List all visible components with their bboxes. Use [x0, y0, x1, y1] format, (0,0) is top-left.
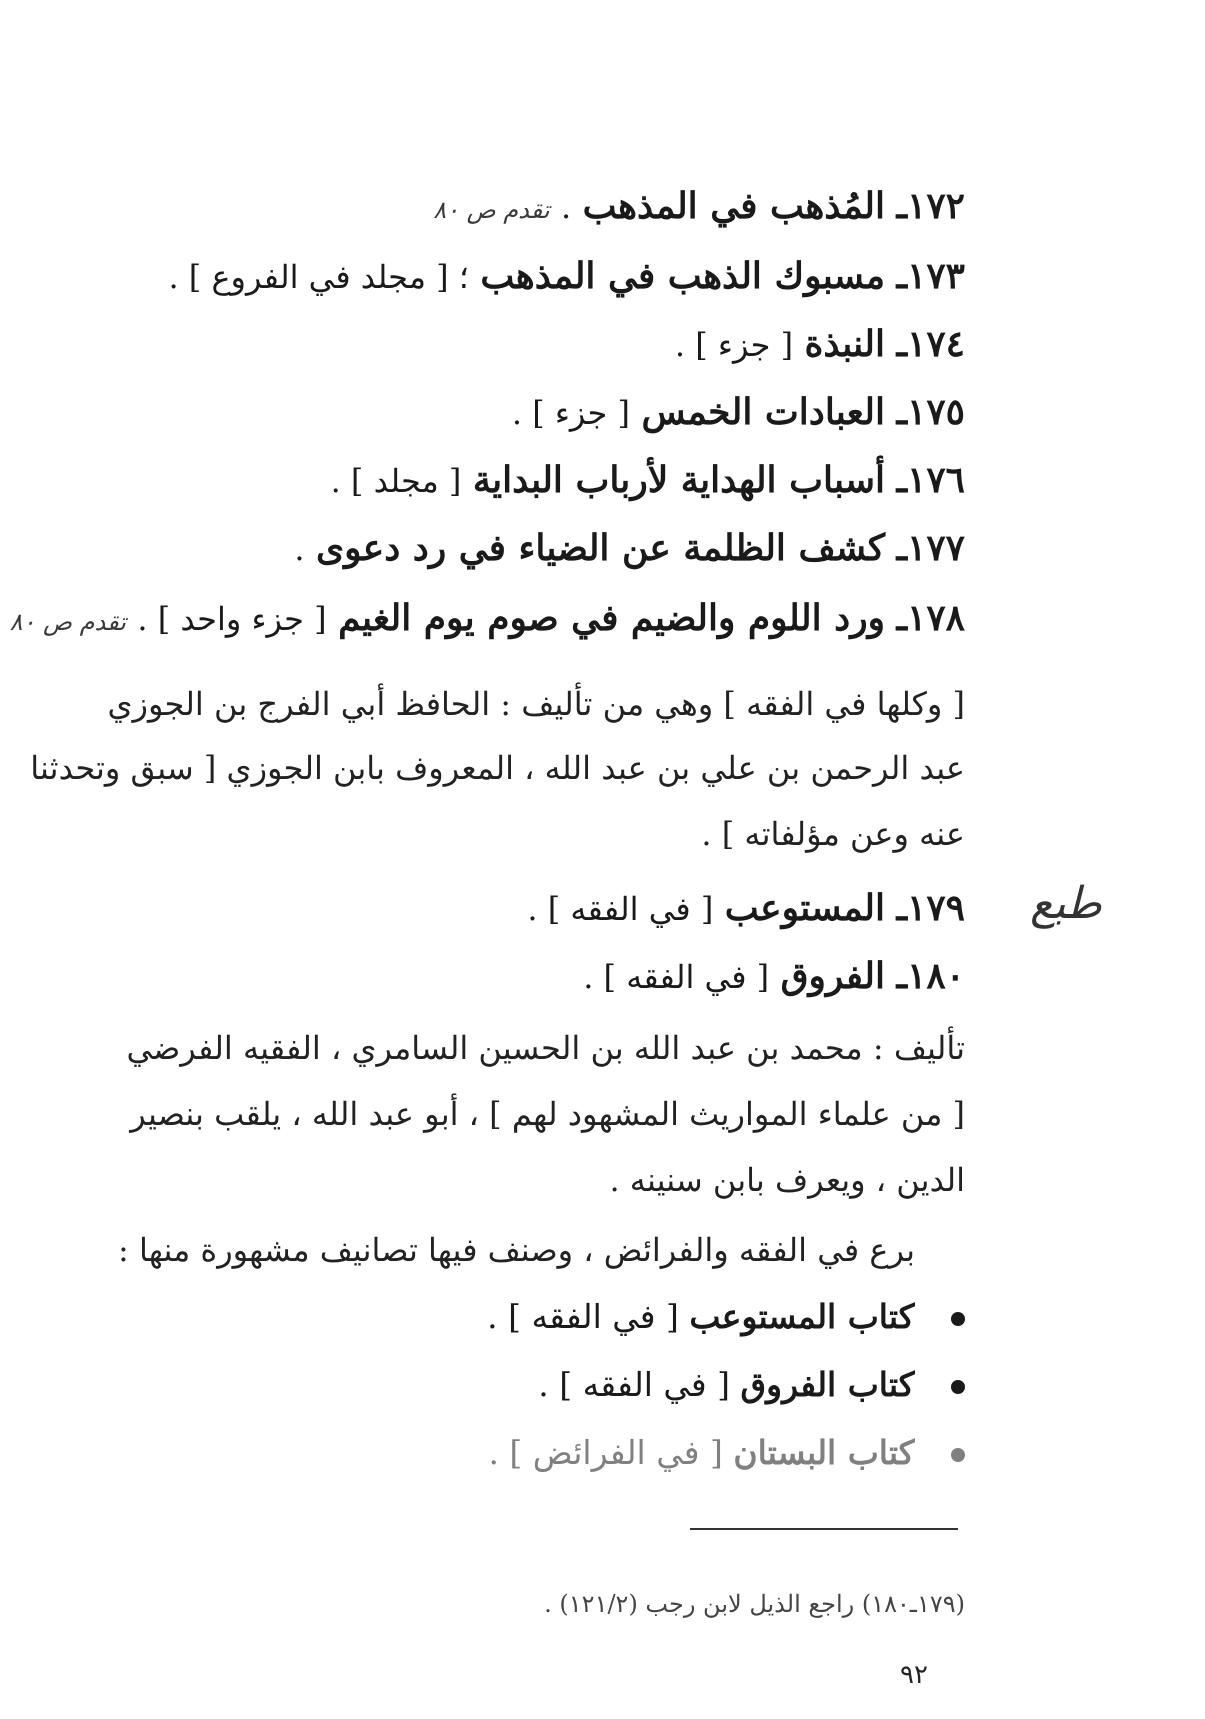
entry-note: ؛ [ مجلد في الفروع ] . [168, 258, 469, 296]
paragraph-line: تأليف : محمد بن عبد الله بن الحسين السامري ، الفقيه الفرضي [126, 1029, 965, 1067]
footnote: (١٧٩ـ١٨٠) راجع الذيل لابن رجب (١٢١/٢) . [544, 1590, 965, 1618]
footnote-divider [690, 1528, 958, 1530]
entry-number: ١٧٣ـ [896, 255, 965, 297]
entry-number: ١٧٧ـ [896, 527, 965, 569]
entry-title: كشف الظلمة عن الضياء في رد دعوى [315, 527, 885, 569]
bullet-item [487, 1297, 965, 1336]
entry-note: . [294, 530, 305, 568]
bullet-dot-icon [951, 1448, 965, 1462]
paragraph-line: الدين ، ويعرف بابن سنينه . [609, 1161, 965, 1199]
entry-title: المُذهب في المذهب [582, 185, 885, 227]
entry-title: النبذة [804, 323, 885, 365]
entry-number: ١٨٠ـ [896, 955, 965, 997]
entry-note: . [561, 188, 572, 226]
handwritten-annotation: تقدم ص ٨٠ [433, 196, 550, 224]
entry-note: [ مجلد ] . [330, 462, 462, 500]
paragraph-line: [ وكلها في الفقه ] وهي من تأليف : الحافظ أبي الفرج بن الجوزي [107, 685, 965, 723]
entry-title: الفروق [780, 955, 885, 997]
entry-number: ١٧٤ـ [896, 323, 965, 365]
entry-title: ورد اللوم والضيم في صوم يوم الغيم [338, 597, 885, 639]
entry-175 [511, 391, 965, 433]
paragraph-line: برع في الفقه والفرائض ، وصنف فيها تصانيف مشهورة منها : [118, 1231, 915, 1269]
entry-180 [583, 955, 965, 997]
bullet-note: [ في الفقه ] . [538, 1365, 731, 1404]
entry-note: [ جزء ] . [511, 394, 630, 432]
bullet-title: كتاب الفروق [740, 1365, 915, 1404]
page-number: ٩٢ [900, 1660, 928, 1690]
entry-note: [ في الفقه ] . [527, 890, 714, 928]
entry-number: ١٧٨ـ [896, 597, 965, 639]
bullet-note: [ في الفقه ] . [487, 1297, 679, 1336]
entry-178 [9, 597, 965, 639]
entry-title: مسبوك الذهب في المذهب [480, 255, 885, 297]
bullet-title: كتاب المستوعب [689, 1297, 915, 1336]
entry-176 [330, 459, 965, 501]
paragraph-line: عنه وعن مؤلفاته ] . [701, 815, 965, 853]
bullet-title: كتاب البستان [733, 1433, 915, 1472]
entry-177 [294, 527, 965, 569]
entry-174 [674, 323, 965, 365]
bullet-note: [ في الفرائض ] . [488, 1433, 723, 1472]
handwritten-annotation: تقدم ص ٨٠ [9, 608, 126, 636]
entry-title: المستوعب [724, 887, 885, 929]
bullet-item [538, 1365, 965, 1404]
entry-title: العبادات الخمس [641, 391, 885, 433]
entry-number: ١٧٦ـ [896, 459, 965, 501]
handwritten-margin-mark: طبع [1030, 878, 1102, 929]
entry-title: أسباب الهداية لأرباب البداية [472, 459, 885, 501]
paragraph-line: [ من علماء المواريث المشهود لهم ] ، أبو عبد الله ، يلقب بنصير [130, 1095, 965, 1133]
entry-172 [433, 185, 965, 227]
entry-number: ١٧٢ـ [896, 185, 965, 227]
paragraph-line: عبد الرحمن بن علي بن عبد الله ، المعروف بابن الجوزي [ سبق وتحدثنا [30, 749, 965, 787]
entry-number: ١٧٩ـ [896, 887, 965, 929]
entry-173 [168, 255, 965, 297]
bullet-dot-icon [951, 1312, 965, 1326]
entry-179 [527, 887, 965, 929]
bullet-item [488, 1433, 965, 1472]
bullet-dot-icon [951, 1380, 965, 1394]
entry-note: [ جزء ] . [674, 326, 794, 364]
entry-note: [ في الفقه ] . [583, 958, 770, 996]
entry-note: [ جزء واحد ] . [137, 600, 327, 638]
entry-number: ١٧٥ـ [896, 391, 965, 433]
